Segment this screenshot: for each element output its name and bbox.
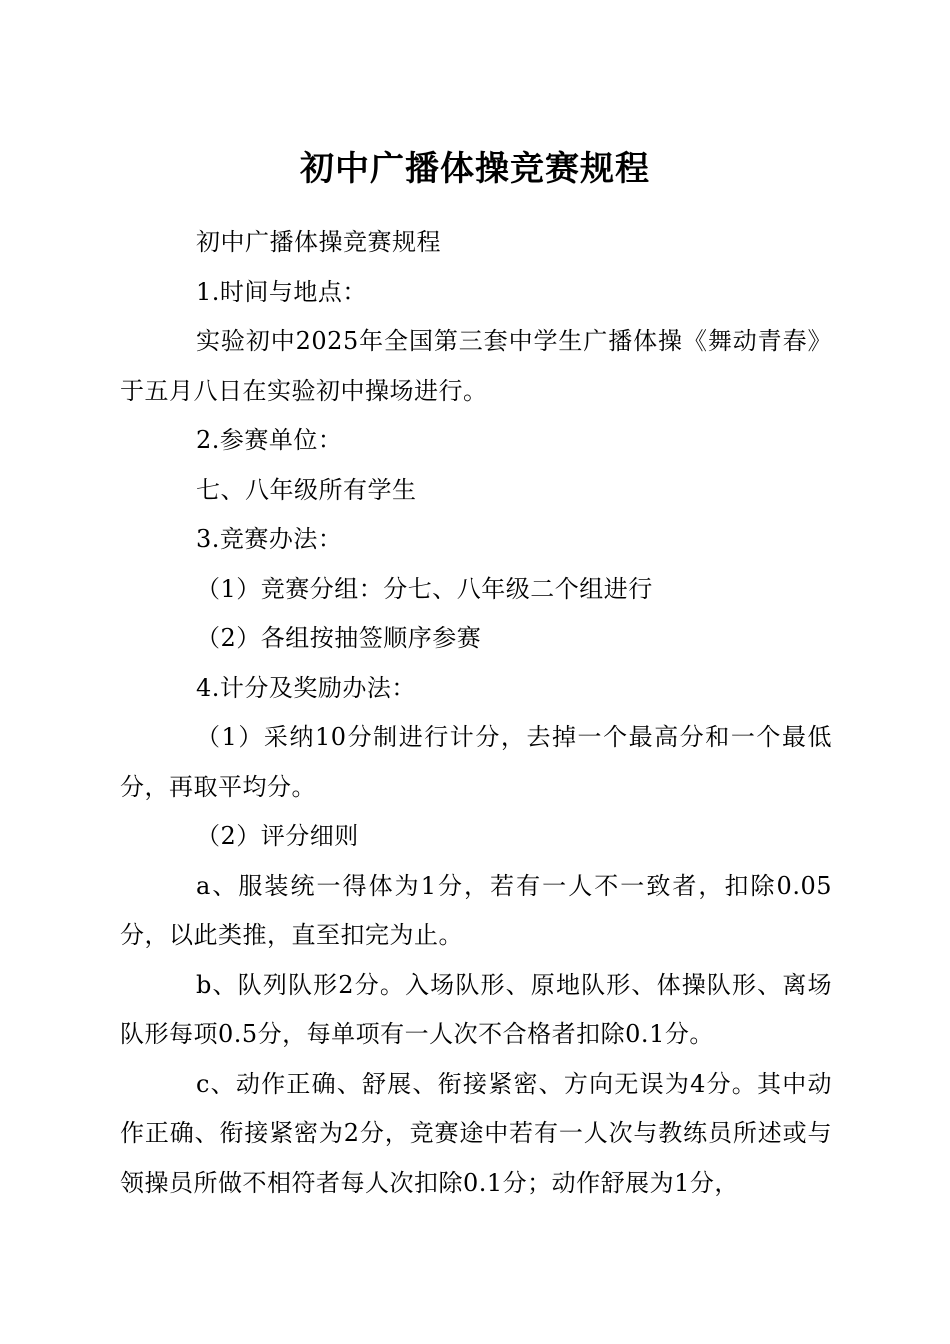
document-title: 初中广播体操竞赛规程 xyxy=(300,149,650,189)
paragraph-section-4: 4.计分及奖励办法： xyxy=(196,673,416,702)
paragraph-rule-3-2: （2）各组按抽签顺序参赛 xyxy=(196,624,482,652)
paragraph-criterion-a: a、服装统一得体为1分，若有一人不一致者，扣除0.05分，以此类推，直至扣完为止。 xyxy=(120,871,832,949)
paragraph-section-2: 2.参赛单位： xyxy=(196,426,343,454)
paragraph-criterion-b: b、队列队形2分。入场队形、原地队形、体操队形、离场队形每项0.5分，每单项有一人次不合格者扣除0.1分。 xyxy=(120,970,832,1048)
document-body xyxy=(120,218,832,1208)
paragraph-heading-repeat: 初中广播体操竞赛规程 xyxy=(196,228,441,256)
paragraph-rule-3-1: （1）竞赛分组：分七、八年级二个组进行 xyxy=(196,574,653,603)
paragraph-time-place: 实验初中2025年全国第三套中学生广播体操《舞动青春》于五月八日在实验初中操场进行。 xyxy=(120,327,832,405)
paragraph-section-3: 3.竞赛办法： xyxy=(196,525,343,553)
paragraph-section-1: 1.时间与地点： xyxy=(196,277,367,306)
paragraph-participants: 七、八年级所有学生 xyxy=(196,475,417,504)
paragraph-rule-4-2: （2）评分细则 xyxy=(196,822,359,850)
paragraph-criterion-c: c、动作正确、舒展、衔接紧密、方向无误为4分。其中动作正确、衔接紧密为2分，竞赛途中若有一人次与教练员所述或与领操员所做不相符者每人次扣除0.1分；动作舒展为1分， xyxy=(120,1069,832,1197)
paragraph-rule-4-1: （1）采纳10分制进行计分，去掉一个最高分和一个最低分，再取平均分。 xyxy=(120,723,832,801)
